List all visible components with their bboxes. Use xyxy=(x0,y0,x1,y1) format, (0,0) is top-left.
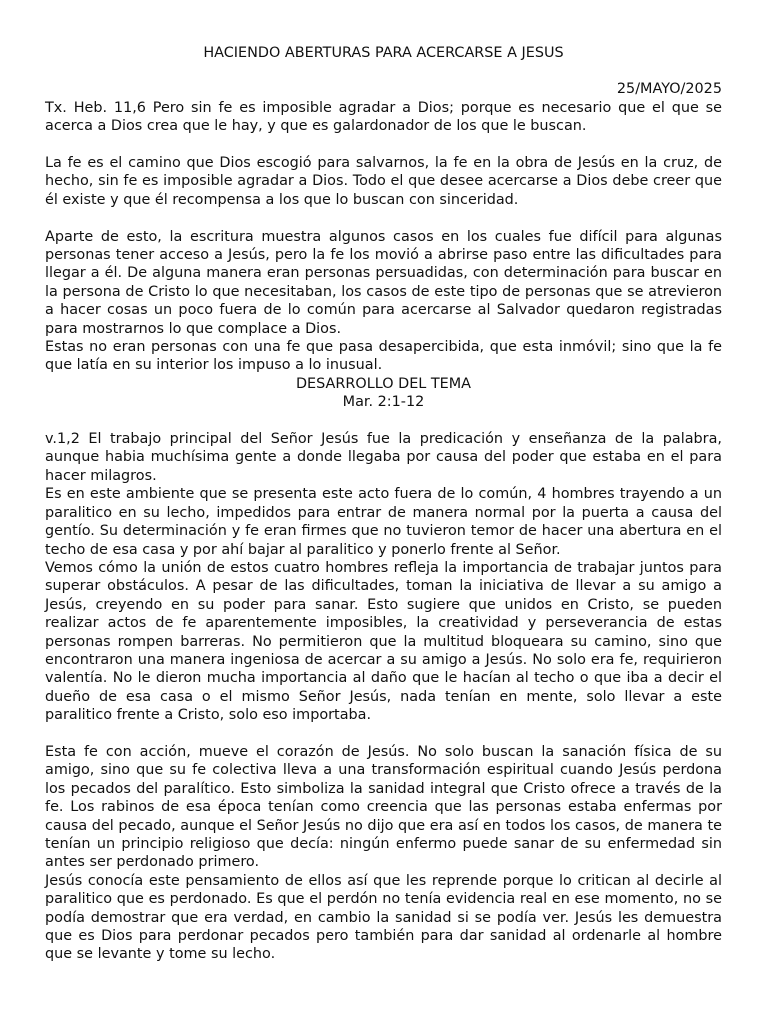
body-paragraph: Es en este ambiente que se presenta este acto fuera de lo común, 4 hombres trayendo a un paralitico en su lecho, impedidos para entrar de manera normal por la puerta a causa del gentío. Su determinación y fe eran firmes que no tuvieron temor de hacer una abertura en el techo de esa casa y por ahí bajar al paralitico y ponerlo frente al Señor. xyxy=(45,486,722,558)
intro-verse-paragraph: Tx. Heb. 11,6 Pero sin fe es imposible agradar a Dios; porque es necesario que el que se acerca a Dios crea que le hay, y que es galardonador de los que le buscan. xyxy=(45,99,722,135)
body-paragraph: Esta fe con acción, mueve el corazón de Jesús. No solo buscan la sanación física de su amigo, sino que su fe colectiva lleva a una transformación espiritual cuando Jesús perdona los pecados del paralítico. Esto simboliza la sanidad integral que Cristo ofrece a través de la fe. Los rabinos de esa época tenían como creencia que las personas estaba enfermas por causa del pecado, aunque el Señor Jesús no dijo que era así en todos los casos, de manera te tenían un principio religioso que decía: ningún enfermo puede sanar de su enfermedad sin antes ser perdonado primero. xyxy=(45,743,722,871)
section-heading: DESARROLLO DEL TEMA xyxy=(295,375,472,392)
document-date: 25/MAYO/2025 xyxy=(616,81,722,98)
document-title: HACIENDO ABERTURAS PARA ACERCARSE A JESUS xyxy=(203,45,564,61)
body-paragraph: Jesús conocía este pensamiento de ellos así que les reprende porque lo critican al decirle al paralitico que es perdonado. Es que el perdón no tenía evidencia real en ese momento, no se podía demostrar que era verdad, en cambio la sanidad si se podía ver. Jesús les demuestra que es Dios para perdonar pecados pero también para dar sanidad al ordenarle al hombre que se levante y tome su lecho. xyxy=(45,872,722,963)
document-page xyxy=(45,44,722,964)
intro-paragraph: Estas no eran personas con una fe que pasa desapercibida, que esta inmóvil; sino que la fe que latía en su interior los impuso a lo inusual. xyxy=(45,339,722,374)
intro-paragraph: Aparte de esto, la escritura muestra algunos casos en los cuales fue difícil para algunas personas tener acceso a Jesús, pero la fe los movió a abrirse paso entre las dificultades para llegar a él. De alguna manera eran personas persuadidas, con determinación para buscar en la persona de Cristo lo que necesitaban, los casos de este tipo de personas que se atrevieron a hacer cosas un poco fuera de lo común para acercarse al Salvador quedaron registradas para mostrarnos lo que complace a Dios. xyxy=(45,228,722,337)
body-paragraph: Vemos cómo la unión de estos cuatro hombres refleja la importancia de trabajar juntos para superar obstáculos. A pesar de las dificultades, toman la iniciativa de llevar a su amigo a Jesús, creyendo en su poder para sanar. Esto sugiere que unidos en Cristo, se pueden realizar actos de fe aparentemente imposibles, la creatividad y perseverancia de estas personas rompen barreras. No permitieron que la multitud bloqueara su camino, sino que encontraron una manera ingeniosa de acercar a su amigo a Jesús. No solo era fe, requirieron valentía. No le dieron mucha importancia al daño que le hacían al techo o que iba a decir el dueño de esa casa o el mismo Señor Jesús, nada tenían en mente, solo llevar a este paralitico frente a Cristo, solo eso importaba. xyxy=(45,559,722,724)
section-reference: Mar. 2:1-12 xyxy=(342,394,425,411)
intro-paragraph: La fe es el camino que Dios escogió para salvarnos, la fe en la obra de Jesús en la cruz, de hecho, sin fe es imposible agradar a Dios. Todo el que desee acercarse a Dios debe creer que él existe y que él recompensa a los que lo buscan con sinceridad. xyxy=(45,155,722,208)
body-paragraph: v.1,2 El trabajo principal del Señor Jesús fue la predicación y enseñanza de la palabra, aunque habia muchísima gente a donde llegaba por causa del poder que estaba en el para hacer milagros. xyxy=(45,431,722,484)
